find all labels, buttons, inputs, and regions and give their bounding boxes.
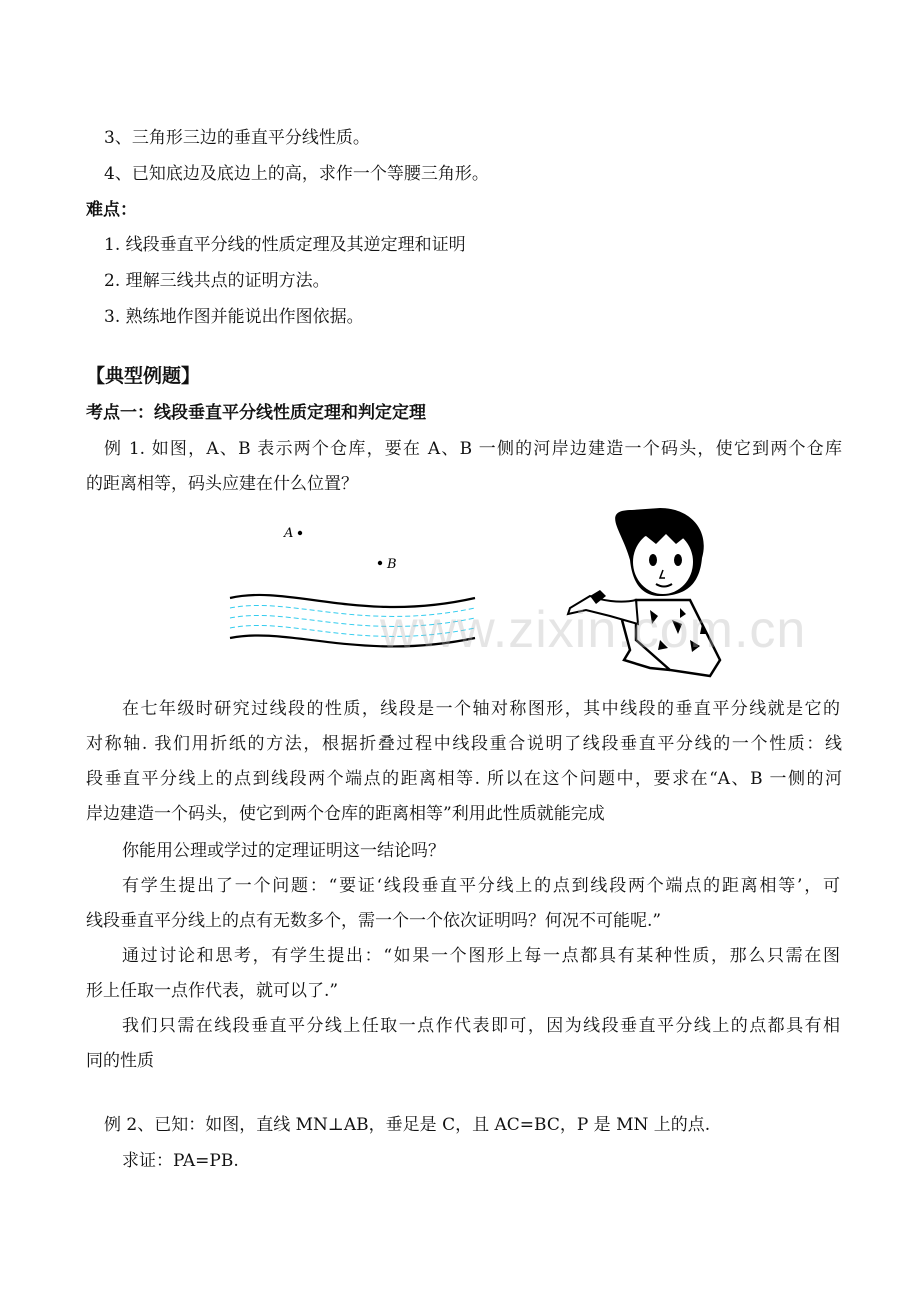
para4-line1: 通过讨论和思考，有学生提出：“如果一个图形上每一点都具有某种性质，那么只需在图 [122, 946, 840, 966]
label-b: B [387, 557, 397, 572]
example2-line2: 求证：PA=PB. [122, 1151, 239, 1171]
point-title: 考点一：线段垂直平分线性质定理和判定定理 [86, 403, 426, 423]
example1-line1: 例 1. 如图，A、B 表示两个仓库，要在 A、B 一侧的河岸边建造一个码头，使它到两个仓库 [104, 439, 842, 459]
difficulty-item-2: 2. 理解三线共点的证明方法。 [104, 271, 330, 291]
para2: 你能用公理或学过的定理证明这一结论吗？ [122, 841, 445, 861]
difficulty-item-1: 1. 线段垂直平分线的性质定理及其逆定理和证明 [104, 235, 466, 255]
para3-line2: 线段垂直平分线上的点有无数多个，需一个一个依次证明吗？何况不可能呢.” [86, 911, 662, 931]
label-a: A [284, 526, 294, 541]
para5-line1: 我们只需在线段垂直平分线上任取一点作代表即可，因为线段垂直平分线上的点都具有相 [122, 1016, 840, 1036]
para3-line1: 有学生提出了一个问题：“要证‘线段垂直平分线上的点到线段两个端点的距离相等’，可 [122, 876, 840, 896]
point-b [378, 561, 382, 565]
difficulty-label: 难点： [86, 200, 137, 220]
para5-line2: 同的性质 [86, 1051, 154, 1071]
list-item-4: 4、已知底边及底边上的高，求作一个等腰三角形。 [104, 164, 489, 184]
difficulty-item-3: 3. 熟练地作图并能说出作图依据。 [104, 307, 364, 327]
para1-line2: 对称轴. 我们用折纸的方法，根据折叠过程中线段重合说明了线段垂直平分线的一个性质：线 [86, 734, 842, 754]
para4-line2: 形上任取一点作代表，就可以了.” [86, 981, 339, 1001]
point-a [298, 531, 302, 535]
list-item-3: 3、三角形三边的垂直平分线性质。 [104, 128, 370, 148]
para1-line1: 在七年级时研究过线段的性质，线段是一个轴对称图形，其中线段的垂直平分线就是它的 [122, 699, 840, 719]
para1-line4: 岸边建造一个码头，使它到两个仓库的距离相等”利用此性质就能完成 [86, 804, 605, 824]
watermark: www.zixin.com.cn [380, 601, 807, 659]
para1-line3: 段垂直平分线上的点到线段两个端点的距离相等. 所以在这个问题中，要求在“A、B 一侧的河 [86, 769, 842, 789]
example2-line1: 例 2、已知：如图，直线 MN⊥AB，垂足是 C，且 AC=BC，P 是 MN 上的点. [104, 1115, 711, 1135]
section-title: 【典型例题】 [86, 365, 201, 387]
example1-line2: 的距离相等，码头应建在什么位置？ [86, 474, 358, 494]
